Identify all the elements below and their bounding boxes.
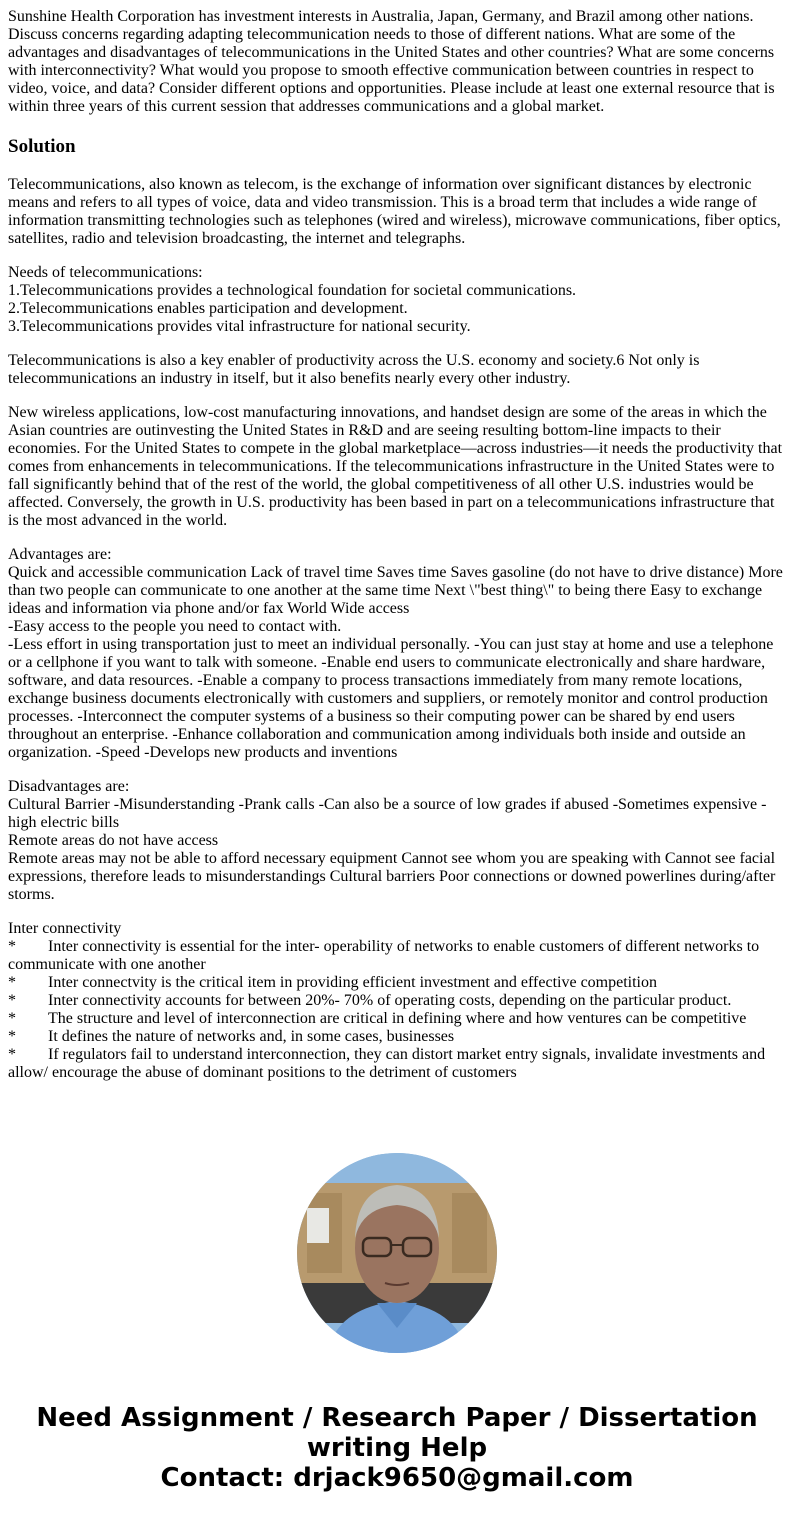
avatar [297, 1153, 497, 1353]
bullet-star-icon: * [8, 1046, 16, 1063]
disadvantages-section [8, 778, 786, 904]
promo-banner [0, 1403, 794, 1493]
advantages-line: -Easy access to the people you need to contact with. [8, 618, 342, 635]
needs-title: Needs of telecommunications: [8, 264, 203, 281]
bullet-star-icon: * [8, 992, 16, 1009]
bullet-star-icon: * [8, 974, 16, 991]
interconnectivity-section [8, 920, 786, 1082]
advantages-section [8, 546, 786, 762]
interconnectivity-item: * If regulators fail to understand interconnection, they can distort market entry signals, invalidate investments and allow/ encourage the abuse of dominant positions to the detriment of customers [8, 1046, 766, 1081]
bullet-star-icon: * [8, 938, 16, 955]
interconnectivity-title: Inter connectivity [8, 920, 122, 937]
interconnectivity-item: * Inter connectivity accounts for between 20%- 70% of operating costs, depending on the particular product. [8, 992, 732, 1009]
interconnectivity-item: * It defines the nature of networks and, in some cases, businesses [8, 1028, 455, 1045]
solution-heading: Solution [8, 136, 76, 157]
needs-item: 1.Telecommunications provides a technological foundation for societal communications. [8, 282, 577, 299]
disadvantages-title: Disadvantages are: [8, 778, 130, 795]
bullet-star-icon: * [8, 1028, 16, 1045]
bullet-star-icon: * [8, 1010, 16, 1027]
interconnectivity-item: * The structure and level of interconnection are critical in defining where and how ventures can be competitive [8, 1010, 747, 1027]
interconnectivity-item: * Inter connectvity is the critical item in providing efficient investment and effective competition [8, 974, 657, 991]
wireless-paragraph: New wireless applications, low-cost manufacturing innovations, and handset design are some of the areas in which the Asian countries are outinvesting the United States in R&D and are seeing resulting bottom-line impacts to their economies. For the United States to compete in the global marketplace—across industries—it needs the productivity that comes from enhancements in telecommunications. If the telecommunications infrastructure in the United States were to fall significantly behind that of the rest of the world, the global competitiveness of all other U.S. industries would be affected. Conversely, the growth in U.S. productivity has been based in part on a telecommunications infrastructure that is the most advanced in the world. [8, 404, 783, 529]
promo-line: Need Assignment / Research Paper / Dissertation [36, 1403, 758, 1433]
disadvantages-line: Cultural Barrier -Misunderstanding -Prank calls -Can also be a source of low grades if abused -Sometimes expensive - high electric bills [8, 796, 767, 831]
productivity-paragraph: Telecommunications is also a key enabler of productivity across the U.S. economy and society.6 Not only is telecommunications an industry in itself, but it also benefits nearly every other industry. [8, 352, 700, 387]
question-text: Sunshine Health Corporation has investment interests in Australia, Japan, Germany, and Brazil among other nations. Discuss concerns regarding adapting telecommunication needs to those of different nations. What are some of the advantages and disadvantages of telecommunications in the United States and other countries? What are some concerns with interconnectivity? What would you propose to smooth effective communication between countries in respect to video, voice, and data? Consider different options and opportunities. Please include at least one external resource that is within three years of this current session that addresses communications and a global market. [8, 8, 775, 115]
advantages-title: Advantages are: [8, 546, 112, 563]
disadvantages-line: Remote areas may not be able to afford necessary equipment Cannot see whom you are speaking with Cannot see facial expressions, therefore leads to misunderstandings Cultural barriers Poor connections or downed powerlines during/after storms. [8, 850, 776, 903]
needs-item: 3.Telecommunications provides vital infrastructure for national security. [8, 318, 471, 335]
advantages-line: Quick and accessible communication Lack of travel time Saves time Saves gasoline (do not have to drive distance) More than two people can communicate to one another at the same time Next \"best thing\" to being there Easy to exchange ideas and information via phone and/or fax World Wide access [8, 564, 783, 617]
promo-line: writing Help [306, 1433, 488, 1463]
intro-paragraph: Telecommunications, also known as telecom, is the exchange of information over significant distances by electronic means and refers to all types of voice, data and video transmission. This is a broad term that includes a wide range of information transmitting technologies such as telephones (wired and wireless), microwave communications, fiber optics, satellites, radio and television broadcasting, the internet and telegraphs. [8, 176, 781, 247]
promo-contact: Contact: drjack9650@gmail.com [160, 1463, 634, 1493]
person-portrait-icon [297, 1153, 497, 1353]
advantages-line: -Less effort in using transportation just to meet an individual personally. -You can just stay at home and use a telephone or a cellphone if you want to talk with someone. -Enable end users to communicate electronically and share hardware, software, and data resources. -Enable a company to process transactions immediately from many remote locations, exchange business documents electronically with customers and suppliers, or remotely monitor and control production processes. -Interconnect the computer systems of a business so their computing power can be shared by end users throughout an enterprise. -Enhance collaboration and communication among individuals both inside and outside an organization. -Speed -Develops new products and inventions [8, 636, 774, 761]
interconnectivity-item: * Inter connectivity is essential for the inter- operability of networks to enable customers of different networks to communicate with one another [8, 938, 760, 973]
disadvantages-line: Remote areas do not have access [8, 832, 219, 849]
needs-item: 2.Telecommunications enables participation and development. [8, 300, 408, 317]
needs-section [8, 264, 786, 336]
